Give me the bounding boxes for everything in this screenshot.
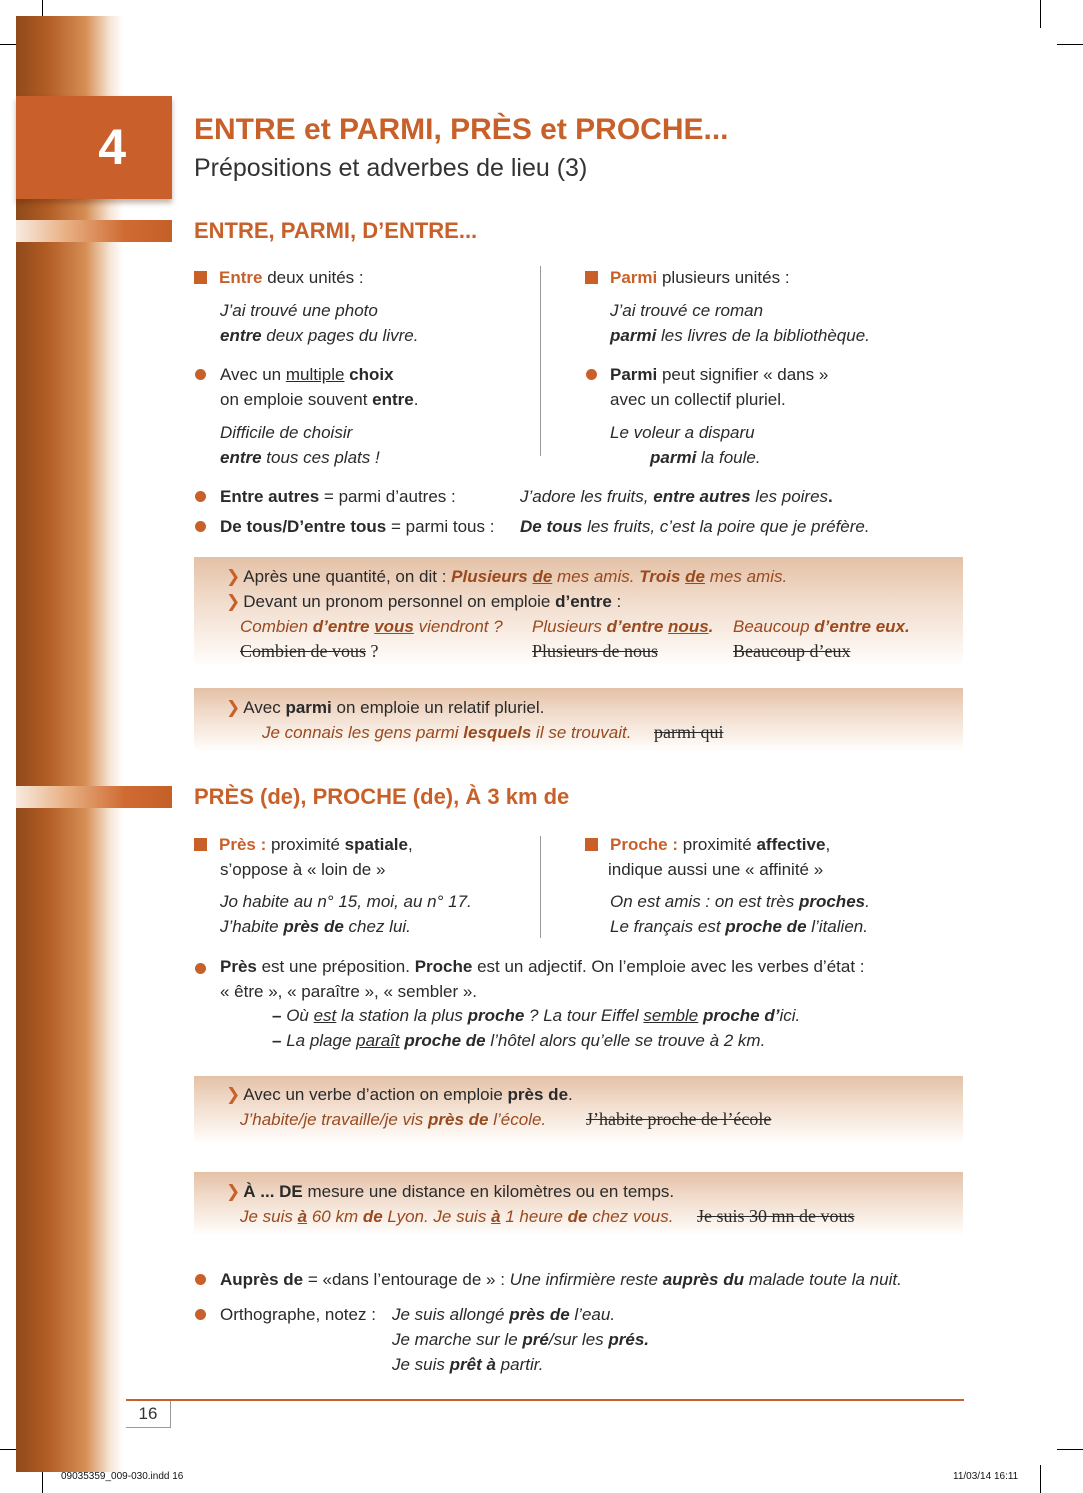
chapter-title: ENTRE et PARMI, PRÈS et PROCHE... <box>194 113 729 146</box>
example-text: J’ai trouvé ce roman <box>610 301 764 320</box>
entre-heading: Entre deux unités : <box>194 265 364 290</box>
note-example: Je suis à 60 km de Lyon. Je suis à 1 heure de chez vous. <box>240 1207 674 1226</box>
wrong-form: Beaucoup d’eux <box>733 641 851 661</box>
rule-text: Entre autres = parmi d’autres : <box>220 487 456 506</box>
rule-text: s’oppose à « loin de » <box>220 860 386 879</box>
note-example: Je connais les gens parmi lesquels il se trouvait. <box>262 723 632 742</box>
column-divider <box>540 836 541 938</box>
note-line: ❯ Avec un verbe d’action on emploie près de. <box>226 1085 573 1104</box>
example-text: Le français est proche de l’italien. <box>610 917 868 936</box>
wrong-form: Combien de vous ? <box>240 641 379 661</box>
note-example: Beaucoup d’entre eux. <box>733 617 910 636</box>
proche-heading: Proche : proximité affective, <box>585 832 830 857</box>
rule-text: Orthographe, notez : <box>220 1305 376 1324</box>
example-text: Difficile de choisir <box>220 423 353 442</box>
section-heading: ENTRE, PARMI, D’ENTRE... <box>194 218 478 243</box>
rule-text: Avec un multiple choix <box>220 365 394 384</box>
note-line: ❯ Avec parmi on emploie un relatif pluriel. <box>226 698 545 717</box>
example-text: Je suis allongé près de l’eau. <box>392 1305 616 1324</box>
example-text: – La plage paraît proche de l’hôtel alors qu’elle se trouve à 2 km. <box>272 1031 766 1050</box>
example-text: – Où est la station la plus proche ? La tour Eiffel semble proche d’ici. <box>272 1006 801 1025</box>
wrong-form: J’habite proche de l’école <box>586 1109 772 1129</box>
rule-text: Auprès de = «dans l’entourage de » : Une infirmière reste auprès du malade toute la nuit. <box>220 1270 902 1289</box>
chapter-subtitle: Prépositions et adverbes de lieu (3) <box>194 154 588 182</box>
crop-mark <box>1040 1465 1041 1493</box>
bullet-icon <box>195 1274 206 1285</box>
section-band <box>16 220 172 242</box>
example-text: Jo habite au n° 15, moi, au n° 17. <box>220 892 472 911</box>
section-heading: PRÈS (de), PROCHE (de), À 3 km de <box>194 784 570 809</box>
example-text: parmi les livres de la bibliothèque. <box>610 326 870 345</box>
bullet-icon <box>195 369 206 380</box>
crop-mark <box>1057 44 1083 45</box>
bullet-icon <box>195 1309 206 1320</box>
page-number-box <box>126 1401 171 1428</box>
example-text: entre tous ces plats ! <box>220 448 380 467</box>
example-text: On est amis : on est très proches. <box>610 892 870 911</box>
note-example: Combien d’entre vous viendront ? <box>240 617 503 636</box>
section-band <box>16 786 172 808</box>
wrong-form: Je suis 30 mn de vous <box>697 1206 855 1226</box>
rule-text: indique aussi une « affinité » <box>608 860 824 879</box>
rule-text: Près est une préposition. Proche est un adjectif. On l’emploie avec les verbes d’état : <box>220 957 865 976</box>
rule-text: on emploie souvent entre. <box>220 390 419 409</box>
chapter-number-box <box>16 96 172 199</box>
example-text: De tous les fruits, c’est la poire que je préfère. <box>520 517 870 536</box>
note-line: ❯ Après une quantité, on dit : Plusieurs de mes amis. Trois de mes amis. <box>226 567 788 586</box>
rule-text: De tous/D’entre tous = parmi tous : <box>220 517 495 536</box>
example-text: entre deux pages du livre. <box>220 326 419 345</box>
example-text: J’habite près de chez lui. <box>220 917 411 936</box>
file-slug: 09035359_009-030.indd 16 <box>61 1471 184 1482</box>
rule-text: avec un collectif pluriel. <box>610 390 786 409</box>
example-text: parmi la foule. <box>650 448 761 467</box>
wrong-form: parmi qui <box>654 722 724 742</box>
bullet-icon <box>586 369 597 380</box>
example-text: J’adore les fruits, entre autres les poires. <box>520 487 833 506</box>
bullet-icon <box>195 491 206 502</box>
column-divider <box>540 266 541 456</box>
print-date: 11/03/14 16:11 <box>953 1471 1019 1482</box>
crop-mark <box>1040 0 1041 28</box>
page-number: 16 <box>138 1404 158 1423</box>
crop-mark <box>1057 1449 1083 1450</box>
wrong-form: Plusieurs de nous <box>532 641 658 661</box>
note-example: Plusieurs d’entre nous. <box>532 617 714 636</box>
note-line: ❯ À ... DE mesure une distance en kilomètres ou en temps. <box>226 1182 675 1201</box>
rule-text: Parmi peut signifier « dans » <box>610 365 829 384</box>
example-text: Je suis prêt à partir. <box>392 1355 544 1374</box>
note-example: J’habite/je travaille/je vis près de l’école. <box>240 1110 547 1129</box>
note-line: ❯ Devant un pronom personnel on emploie d’entre : <box>226 592 622 611</box>
parmi-heading: Parmi plusieurs unités : <box>585 265 790 290</box>
bullet-icon <box>195 521 206 532</box>
example-text: J’ai trouvé une photo <box>220 301 378 320</box>
rule-text: « être », « paraître », « sembler ». <box>220 982 478 1001</box>
example-text: Je marche sur le pré/sur les prés. <box>392 1330 650 1349</box>
example-text: Le voleur a disparu <box>610 423 755 442</box>
chapter-number: 4 <box>98 119 126 175</box>
footer-rule <box>126 1399 964 1401</box>
pres-heading: Près : proximité spatiale, <box>194 832 413 857</box>
bullet-icon <box>195 963 206 974</box>
